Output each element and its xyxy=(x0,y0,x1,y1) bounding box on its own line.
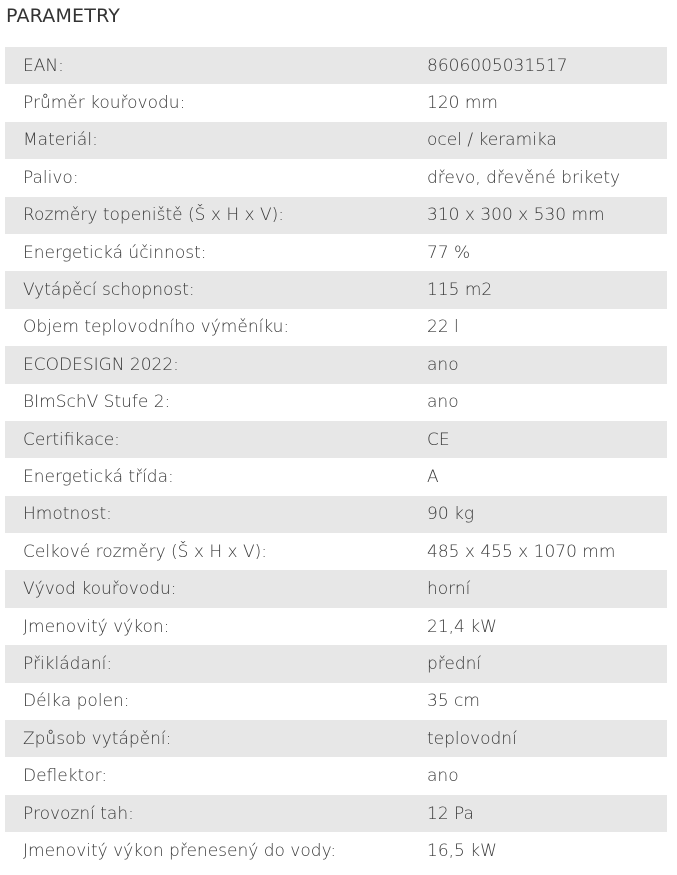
param-value: 21,4 kW xyxy=(427,608,667,645)
param-value: ano xyxy=(427,757,667,794)
table-row xyxy=(5,832,667,869)
param-value: 35 cm xyxy=(427,683,667,720)
param-value: 115 m2 xyxy=(427,271,667,308)
param-label: Energetická třída: xyxy=(5,458,427,495)
param-value: ano xyxy=(427,384,667,421)
param-label: Průměr kouřovodu: xyxy=(5,84,427,121)
table-row xyxy=(5,757,667,794)
param-label: Energetická účinnost: xyxy=(5,234,427,271)
table-row xyxy=(5,271,667,308)
param-label: Materiál: xyxy=(5,122,427,159)
param-label: Vývod kouřovodu: xyxy=(5,570,427,607)
table-row xyxy=(5,570,667,607)
param-label: Certifikace: xyxy=(5,421,427,458)
param-label: Jmenovitý výkon: xyxy=(5,608,427,645)
param-value: A xyxy=(427,458,667,495)
param-value: 16,5 kW xyxy=(427,832,667,869)
param-value: 90 kg xyxy=(427,496,667,533)
param-value: 485 x 455 x 1070 mm xyxy=(427,533,667,570)
table-row xyxy=(5,234,667,271)
param-label: Palivo: xyxy=(5,159,427,196)
param-label: Deflektor: xyxy=(5,757,427,794)
table-row xyxy=(5,346,667,383)
param-value: 120 mm xyxy=(427,84,667,121)
param-label: Celkové rozměry (Š x H x V): xyxy=(5,533,427,570)
table-row xyxy=(5,122,667,159)
param-value: ocel / keramika xyxy=(427,122,667,159)
param-value: dřevo, dřevěné brikety xyxy=(427,159,667,196)
table-row xyxy=(5,496,667,533)
param-label: Hmotnost: xyxy=(5,496,427,533)
param-value: horní xyxy=(427,570,667,607)
table-row xyxy=(5,47,667,84)
param-label: Přikládaní: xyxy=(5,645,427,682)
param-value: 8606005031517 xyxy=(427,47,667,84)
table-row xyxy=(5,795,667,832)
section-title: PARAMETRY xyxy=(6,5,121,27)
param-label: ECODESIGN 2022: xyxy=(5,346,427,383)
param-label: BImSchV Stufe 2: xyxy=(5,384,427,421)
param-label: Způsob vytápění: xyxy=(5,720,427,757)
param-value: 77 % xyxy=(427,234,667,271)
param-label: Objem teplovodního výměníku: xyxy=(5,309,427,346)
table-row xyxy=(5,84,667,121)
table-row xyxy=(5,683,667,720)
param-label: Jmenovitý výkon přenesený do vody: xyxy=(5,832,427,869)
table-row xyxy=(5,608,667,645)
param-label: Vytápěcí schopnost: xyxy=(5,271,427,308)
table-row xyxy=(5,384,667,421)
param-value: teplovodní xyxy=(427,720,667,757)
parameters-table xyxy=(5,47,667,870)
parameters-table-body xyxy=(5,47,667,870)
param-value: přední xyxy=(427,645,667,682)
table-row xyxy=(5,533,667,570)
table-row xyxy=(5,458,667,495)
param-label: EAN: xyxy=(5,47,427,84)
table-row xyxy=(5,421,667,458)
param-label: Délka polen: xyxy=(5,683,427,720)
param-value: 22 l xyxy=(427,309,667,346)
table-row xyxy=(5,720,667,757)
table-row xyxy=(5,159,667,196)
table-row xyxy=(5,645,667,682)
param-value: CE xyxy=(427,421,667,458)
param-value: 12 Pa xyxy=(427,795,667,832)
table-row xyxy=(5,197,667,234)
table-row xyxy=(5,309,667,346)
param-value: ano xyxy=(427,346,667,383)
param-label: Provozní tah: xyxy=(5,795,427,832)
param-label: Rozměry topeniště (Š x H x V): xyxy=(5,197,427,234)
param-value: 310 x 300 x 530 mm xyxy=(427,197,667,234)
